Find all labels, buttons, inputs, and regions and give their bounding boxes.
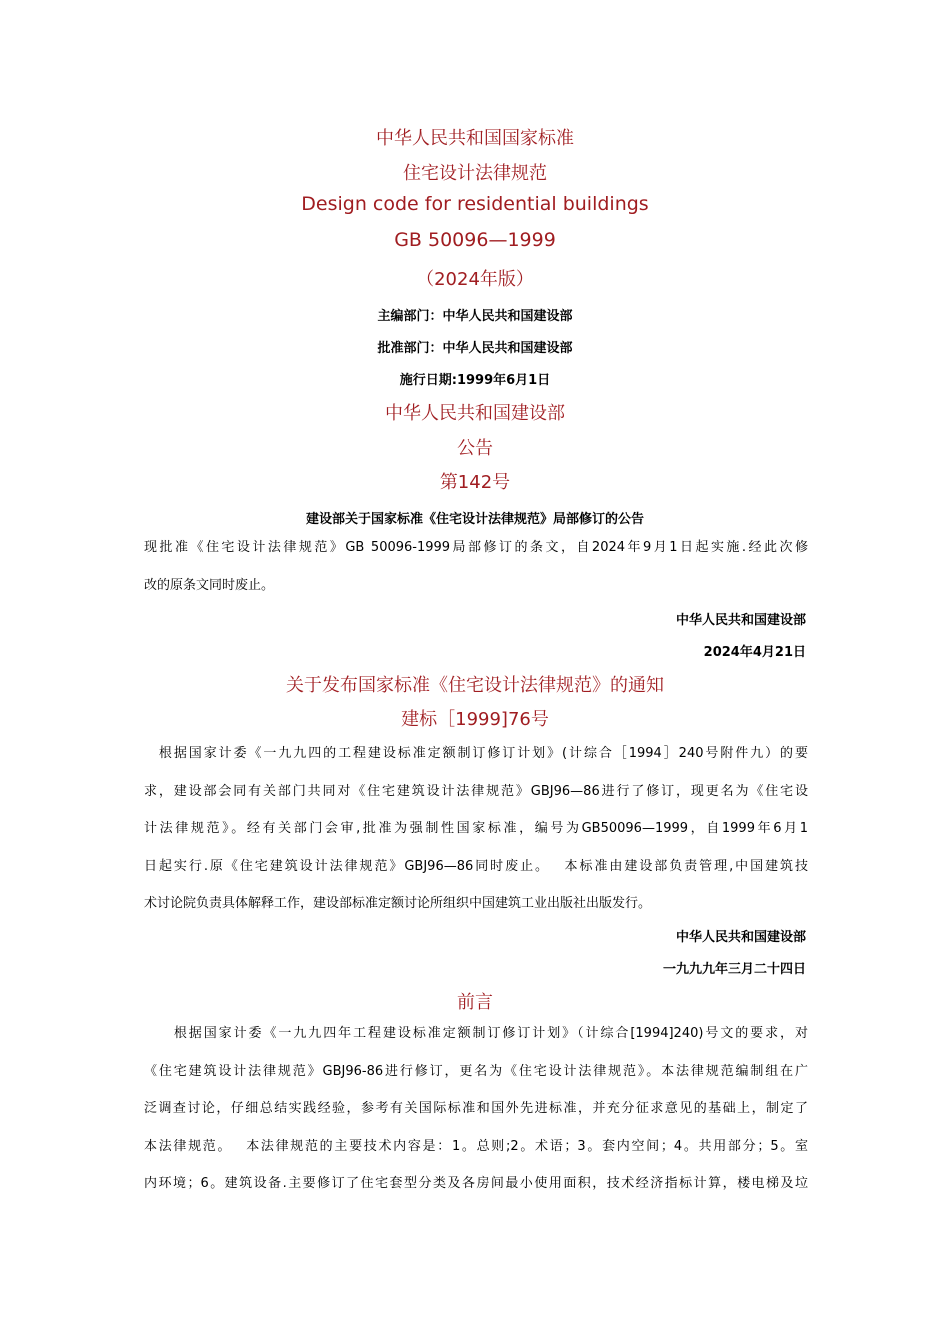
body-line: 本法律规范。 本法律规范的主要技术内容是：1。总则;2。术语；3。套内空间；4。共用部分；5。室 (144, 1138, 808, 1154)
body-line: 根据国家计委《一九九四的工程建设标准定额制订修订计划》(计综合［1994］240号附件九）的要 (144, 746, 808, 761)
code-chinese-name: 住宅设计法律规范 (403, 163, 547, 184)
body-line: 现批准《住宅设计法律规范》GB 50096-1999局部修订的条文，自2024年9月1日起实施.经此次修 (144, 540, 808, 555)
body-line: 改的原条文同时废止。 (144, 577, 275, 593)
edition: （2024年版） (416, 269, 534, 290)
body-line: 计法律规范》。经有关部门会审,批准为强制性国家标准，编号为GB50096—1999，自1999年6月1 (144, 821, 808, 836)
announcement-body (144, 529, 808, 604)
announcement-signature-org: 中华人民共和国建设部 (675, 613, 806, 628)
body-line: 泛调查讨论，仔细总结实践经验，参考有关国际标准和国外先进标准，并充分征求意见的基础上，制定了 (144, 1101, 808, 1116)
announcement-number: 第142号 (439, 472, 511, 493)
standard-title: 中华人民共和国国家标准 (376, 128, 574, 149)
announcement-signature-date: 2024年4月21日 (703, 645, 806, 660)
body-line: 根据国家计委《一九九四年工程建设标准定额制订修订计划》（计综合[1994]240)号文的要求，对 (144, 1026, 808, 1041)
notice-body (144, 735, 808, 923)
code-number: GB 50096—1999 (394, 229, 556, 251)
preface-title: 前言 (457, 992, 493, 1013)
chief-department: 主编部门：中华人民共和国建设部 (377, 309, 573, 324)
code-english-name: Design code for residential buildings (301, 193, 649, 215)
body-line: 《住宅建筑设计法律规范》GBJ96-86进行修订，更名为《住宅设计法律规范》。本法律规范编制组在广 (144, 1063, 808, 1079)
announcement-type: 公告 (457, 438, 493, 459)
announcement-subject: 建设部关于国家标准《住宅设计法律规范》局部修订的公告 (305, 512, 644, 527)
effective-date: 施行日期:1999年6月1日 (399, 373, 551, 388)
body-line: 求，建设部会同有关部门共同对《住宅建筑设计法律规范》GBJ96—86进行了修订，现更名为《住宅设 (144, 783, 808, 799)
body-line: 内环境；6。建筑设备.主要修订了住宅套型分类及各房间最小使用面积，技术经济指标计算，楼电梯及垃 (144, 1176, 808, 1191)
notice-signature-org: 中华人民共和国建设部 (675, 930, 806, 945)
announcement-org: 中华人民共和国建设部 (385, 403, 565, 424)
notice-number: 建标［1999]76号 (401, 709, 549, 730)
preface-body (144, 1015, 808, 1203)
body-line: 术讨论院负责具体解释工作，建设部标准定额讨论所组织中国建筑工业出版社出版发行。 (144, 896, 652, 911)
body-line: 日起实行.原《住宅建筑设计法律规范》GBJ96—86同时废止。 本标准由建设部负责管理,中国建筑技 (144, 858, 808, 874)
notice-signature-date: 一九九九年三月二十四日 (662, 962, 806, 977)
approval-department: 批准部门：中华人民共和国建设部 (377, 341, 573, 356)
notice-title: 关于发布国家标准《住宅设计法律规范》的通知 (286, 675, 664, 696)
